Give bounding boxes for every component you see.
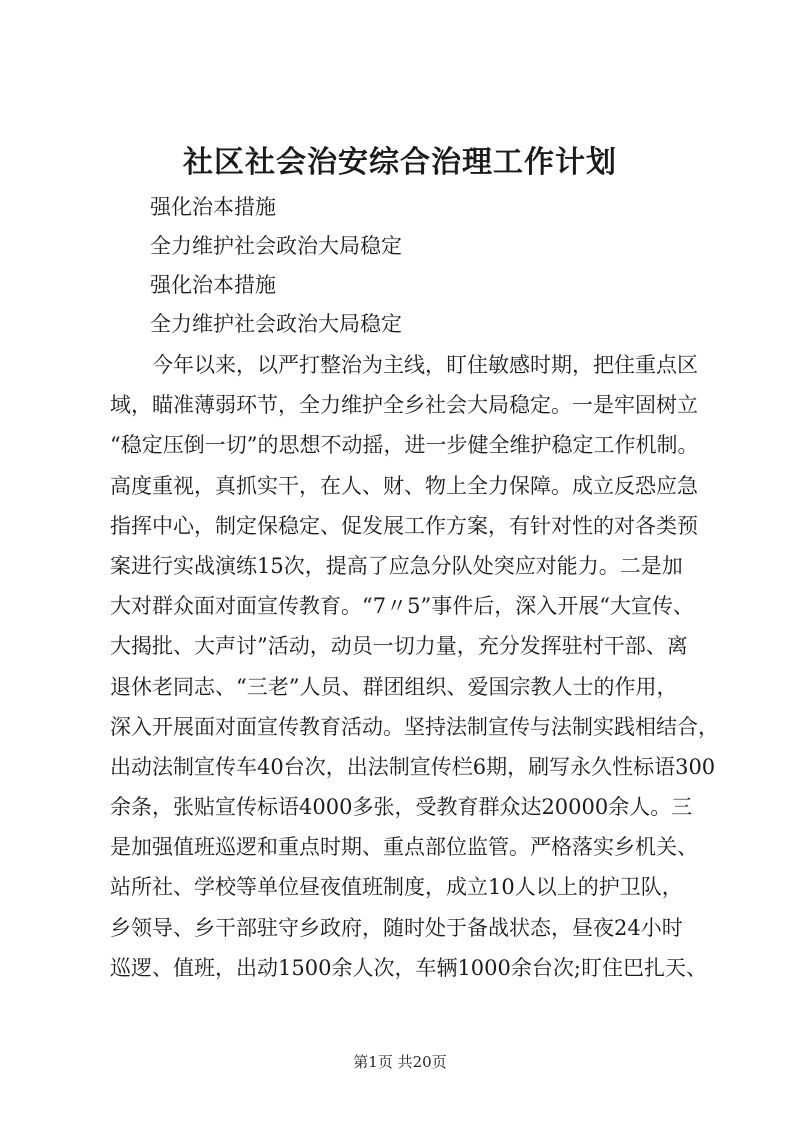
text-line: 出动法制宣传车40台次，出法制宣传栏6期，刷写永久性标语300 bbox=[110, 754, 716, 779]
section-headings bbox=[150, 188, 750, 344]
text-line: 站所社、学校等单位昼夜值班制度，成立10人以上的护卫队， bbox=[110, 875, 683, 900]
text-line: 深入开展面对面宣传教育活动。坚持法制宣传与法制实践相结合， bbox=[110, 714, 719, 739]
text-line: 今年以来，以严打整治为主线，盯住敏感时期，把住重点区 bbox=[110, 353, 698, 377]
text-line: “稳定压倒一切”的思想不动摇，进一步健全维护稳定工作机制。 bbox=[110, 433, 699, 458]
text-line: 余条，张贴宣传标语4000多张，受教育群众达20000余人。三 bbox=[110, 795, 693, 820]
document-title: 社区社会治安综合治理工作计划 bbox=[183, 145, 617, 180]
section-heading: 全力维护社会政治大局稳定 bbox=[150, 234, 402, 258]
text-line: 退休老同志、“三老”人员、群团组织、爱国宗教人士的作用， bbox=[110, 674, 678, 699]
section-heading: 强化治本措施 bbox=[150, 273, 276, 297]
text-line: 是加强值班巡逻和重点时期、重点部位监管。严格落实乡机关、 bbox=[110, 835, 698, 860]
text-line: 大揭批、大声讨”活动，动员一切力量，充分发挥驻村干部、离 bbox=[110, 634, 688, 659]
text-line: 巡逻、值班，出动1500余人次，车辆1000余台次;盯住巴扎天、 bbox=[110, 955, 707, 980]
section-heading: 强化治本措施 bbox=[150, 195, 276, 219]
text-line: 乡领导、乡干部驻守乡政府，随时处于备战状态，昼夜24小时 bbox=[110, 915, 683, 940]
text-line: 高度重视，真抓实干，在人、财、物上全力保障。成立反恐应急 bbox=[110, 473, 698, 498]
body-paragraph bbox=[110, 345, 720, 988]
text-line: 域，瞄准薄弱环节，全力维护全乡社会大局稳定。一是牢固树立 bbox=[110, 393, 698, 418]
page-number-footer: 第1页 共20页 bbox=[353, 1053, 447, 1071]
text-line: 大对群众面对面宣传教育。“7〃5”事件后，深入开展“大宣传、 bbox=[110, 594, 694, 619]
text-line: 指挥中心，制定保稳定、促发展工作方案，有针对性的对各类预 bbox=[110, 513, 698, 538]
section-heading: 全力维护社会政治大局稳定 bbox=[150, 312, 402, 336]
text-line: 案进行实战演练15次，提高了应急分队处突应对能力。二是加 bbox=[110, 553, 683, 578]
